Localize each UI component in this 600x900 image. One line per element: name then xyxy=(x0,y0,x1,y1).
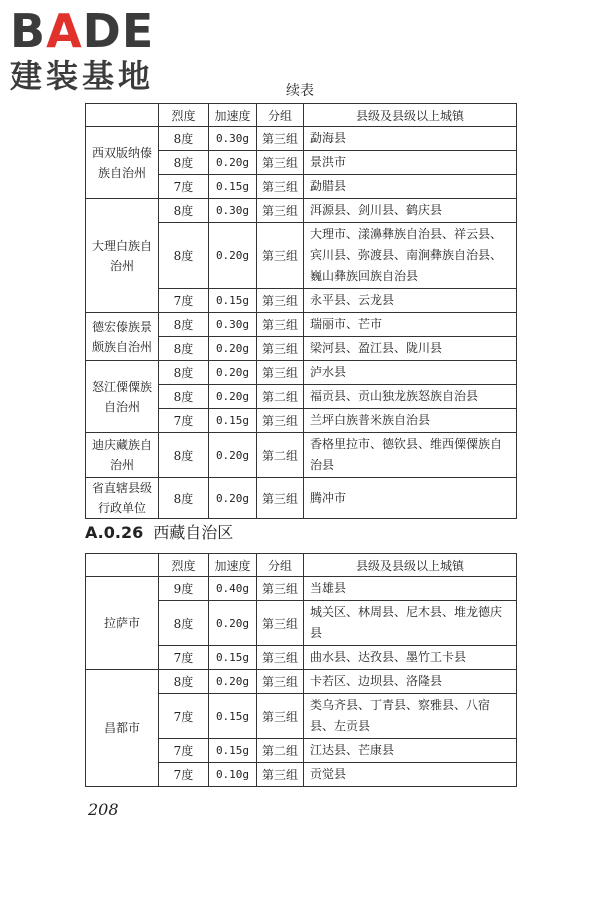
group-cell: 第二组 xyxy=(257,433,304,478)
group-cell: 第二组 xyxy=(257,385,304,409)
group-cell: 第三组 xyxy=(257,478,304,519)
towns-cell: 瑞丽市、芒市 xyxy=(304,313,517,337)
group-cell: 第三组 xyxy=(257,151,304,175)
region-name: 昌都市 xyxy=(86,670,159,787)
table-caption: 续表 xyxy=(286,83,314,99)
towns-cell: 洱源县、剑川县、鹤庆县 xyxy=(304,199,517,223)
accel-cell: 0.20g xyxy=(209,151,257,175)
region-group xyxy=(86,199,517,313)
accel-cell: 0.20g xyxy=(209,337,257,361)
region-group xyxy=(86,313,517,361)
accel-cell: 0.15g xyxy=(209,289,257,313)
intensity-cell: 8度 xyxy=(159,361,209,385)
towns-cell: 景洪市 xyxy=(304,151,517,175)
intensity-cell: 7度 xyxy=(159,409,209,433)
accel-cell: 0.20g xyxy=(209,223,257,289)
intensity-cell: 7度 xyxy=(159,763,209,787)
group-cell: 第二组 xyxy=(257,739,304,763)
region-name: 德宏傣族景颇族自治州 xyxy=(86,313,159,361)
intensity-cell: 7度 xyxy=(159,646,209,670)
header-blank xyxy=(86,554,159,577)
towns-cell: 城关区、林周县、尼木县、堆龙德庆县 xyxy=(304,601,517,646)
intensity-cell: 7度 xyxy=(159,694,209,739)
region-name: 省直辖县级行政单位 xyxy=(86,478,159,519)
group-cell: 第三组 xyxy=(257,409,304,433)
table-header xyxy=(86,104,517,127)
table-row xyxy=(86,577,517,601)
header-accel: 加速度 xyxy=(209,554,257,577)
header-intensity: 烈度 xyxy=(159,104,209,127)
group-cell: 第三组 xyxy=(257,313,304,337)
accel-cell: 0.15g xyxy=(209,739,257,763)
accel-cell: 0.20g xyxy=(209,385,257,409)
towns-cell: 勐腊县 xyxy=(304,175,517,199)
header-group: 分组 xyxy=(257,554,304,577)
seismic-table-continued xyxy=(85,103,517,519)
table-row xyxy=(86,433,517,478)
region-group xyxy=(86,577,517,670)
logo-subtitle: 建装基地 xyxy=(10,57,155,95)
towns-cell: 类乌齐县、丁青县、察雅县、八宿县、左贡县 xyxy=(304,694,517,739)
group-cell: 第三组 xyxy=(257,646,304,670)
intensity-cell: 8度 xyxy=(159,337,209,361)
towns-cell: 福贡县、贡山独龙族怒族自治县 xyxy=(304,385,517,409)
accel-cell: 0.15g xyxy=(209,175,257,199)
intensity-cell: 8度 xyxy=(159,313,209,337)
towns-cell: 勐海县 xyxy=(304,127,517,151)
accel-cell: 0.10g xyxy=(209,763,257,787)
towns-cell: 曲水县、达孜县、墨竹工卡县 xyxy=(304,646,517,670)
group-cell: 第三组 xyxy=(257,127,304,151)
header-accel: 加速度 xyxy=(209,104,257,127)
intensity-cell: 8度 xyxy=(159,385,209,409)
region-name: 怒江傈僳族自治州 xyxy=(86,361,159,433)
table-row xyxy=(86,361,517,385)
intensity-cell: 8度 xyxy=(159,151,209,175)
section-title: 西藏自治区 xyxy=(153,523,234,542)
accel-cell: 0.15g xyxy=(209,646,257,670)
accel-cell: 0.20g xyxy=(209,433,257,478)
header-towns: 县级及县级以上城镇 xyxy=(304,554,517,577)
intensity-cell: 7度 xyxy=(159,289,209,313)
region-group xyxy=(86,361,517,433)
intensity-cell: 8度 xyxy=(159,670,209,694)
accel-cell: 0.20g xyxy=(209,478,257,519)
header-blank xyxy=(86,104,159,127)
accel-cell: 0.30g xyxy=(209,127,257,151)
group-cell: 第三组 xyxy=(257,223,304,289)
towns-cell: 香格里拉市、德钦县、维西傈僳族自治县 xyxy=(304,433,517,478)
towns-cell: 当雄县 xyxy=(304,577,517,601)
header-towns: 县级及县级以上城镇 xyxy=(304,104,517,127)
group-cell: 第三组 xyxy=(257,337,304,361)
intensity-cell: 8度 xyxy=(159,223,209,289)
group-cell: 第三组 xyxy=(257,694,304,739)
accel-cell: 0.30g xyxy=(209,313,257,337)
accel-cell: 0.15g xyxy=(209,409,257,433)
table-header xyxy=(86,554,517,577)
towns-cell: 大理市、漾濞彝族自治县、祥云县、宾川县、弥渡县、南涧彝族自治县、巍山彝族回族自治县 xyxy=(304,223,517,289)
accel-cell: 0.30g xyxy=(209,199,257,223)
intensity-cell: 8度 xyxy=(159,127,209,151)
header-intensity: 烈度 xyxy=(159,554,209,577)
group-cell: 第三组 xyxy=(257,361,304,385)
towns-cell: 梁河县、盈江县、陇川县 xyxy=(304,337,517,361)
table-row xyxy=(86,478,517,519)
towns-cell: 腾冲市 xyxy=(304,478,517,519)
group-cell: 第三组 xyxy=(257,199,304,223)
intensity-cell: 7度 xyxy=(159,175,209,199)
table-row xyxy=(86,127,517,151)
region-group xyxy=(86,478,517,519)
page-number: 208 xyxy=(88,800,119,819)
towns-cell: 贡觉县 xyxy=(304,763,517,787)
accel-cell: 0.15g xyxy=(209,694,257,739)
intensity-cell: 8度 xyxy=(159,199,209,223)
section-heading xyxy=(85,520,233,543)
towns-cell: 泸水县 xyxy=(304,361,517,385)
group-cell: 第三组 xyxy=(257,175,304,199)
accel-cell: 0.20g xyxy=(209,670,257,694)
towns-cell: 兰坪白族普米族自治县 xyxy=(304,409,517,433)
accel-cell: 0.20g xyxy=(209,361,257,385)
intensity-cell: 8度 xyxy=(159,433,209,478)
towns-cell: 卡若区、边坝县、洛隆县 xyxy=(304,670,517,694)
region-group xyxy=(86,670,517,787)
accel-cell: 0.40g xyxy=(209,577,257,601)
table-row xyxy=(86,199,517,223)
region-name: 迪庆藏族自治州 xyxy=(86,433,159,478)
header-group: 分组 xyxy=(257,104,304,127)
towns-cell: 江达县、芒康县 xyxy=(304,739,517,763)
table-row xyxy=(86,313,517,337)
intensity-cell: 8度 xyxy=(159,601,209,646)
group-cell: 第三组 xyxy=(257,601,304,646)
group-cell: 第三组 xyxy=(257,670,304,694)
intensity-cell: 7度 xyxy=(159,739,209,763)
group-cell: 第三组 xyxy=(257,289,304,313)
towns-cell: 永平县、云龙县 xyxy=(304,289,517,313)
intensity-cell: 8度 xyxy=(159,478,209,519)
group-cell: 第三组 xyxy=(257,577,304,601)
region-group xyxy=(86,433,517,478)
group-cell: 第三组 xyxy=(257,763,304,787)
seismic-table-tibet xyxy=(85,553,517,787)
logo-wordmark: B A DE xyxy=(10,4,155,58)
intensity-cell: 9度 xyxy=(159,577,209,601)
table-row xyxy=(86,670,517,694)
section-number: A.0.26 xyxy=(85,523,144,542)
region-name: 拉萨市 xyxy=(86,577,159,670)
region-name: 西双版纳傣族自治州 xyxy=(86,127,159,199)
region-name: 大理白族自治州 xyxy=(86,199,159,313)
region-group xyxy=(86,127,517,199)
accel-cell: 0.20g xyxy=(209,601,257,646)
